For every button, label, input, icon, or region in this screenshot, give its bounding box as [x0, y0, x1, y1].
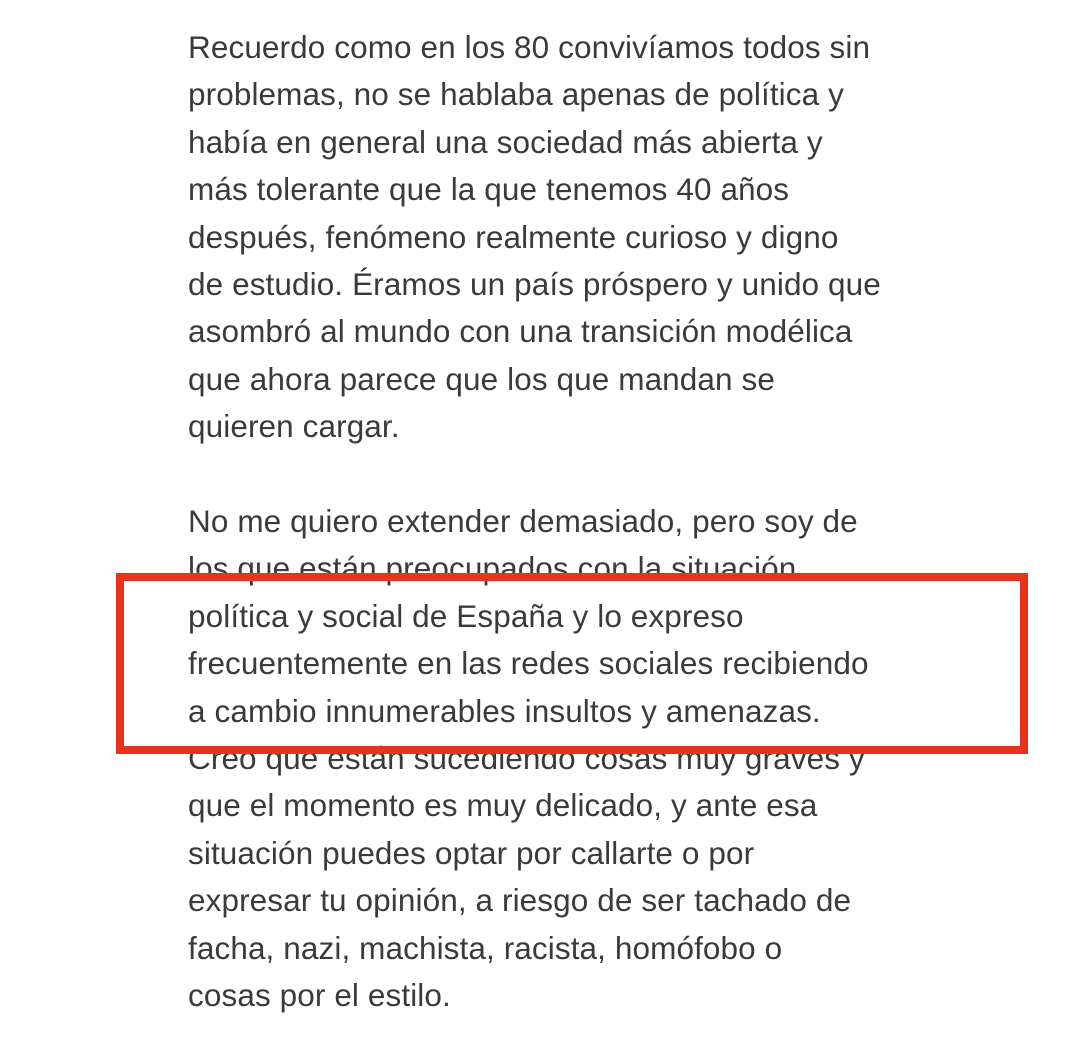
- text-line: asombró al mundo con una transición modélica: [188, 313, 853, 350]
- text-line: No me quiero extender demasiado, pero soy de: [188, 503, 858, 540]
- text-line: política y social de España y lo expreso: [188, 597, 744, 634]
- text-line: Recuerdo como en los 80 convivíamos todos sin: [188, 29, 871, 65]
- paragraph-1: [188, 24, 948, 451]
- paragraph-2: [188, 498, 948, 1019]
- text-line: expresar tu opinión, a riesgo de ser tachado de: [188, 882, 852, 919]
- paragraph-spacer: [188, 451, 948, 498]
- text-line: frecuentemente en las redes sociales recibiendo: [188, 645, 869, 682]
- text-line: situación puedes optar por callarte o por: [188, 834, 755, 871]
- text-line: que el momento es muy delicado, y ante esa: [188, 787, 818, 824]
- text-line: más tolerante que la que tenemos 40 años: [188, 171, 790, 208]
- text-line: quieren cargar.: [188, 408, 400, 445]
- text-line: facha, nazi, machista, racista, homófobo o: [188, 929, 783, 966]
- text-line: de estudio. Éramos un país próspero y unido que: [188, 266, 881, 303]
- text-line: Creo que están sucediendo cosas muy graves y: [188, 740, 865, 777]
- text-line: a cambio innumerables insultos y amenazas.: [188, 692, 821, 729]
- text-line: los que están preocupados con la situación: [188, 550, 797, 587]
- text-line: que ahora parece que los que mandan se: [188, 360, 775, 397]
- text-line: después, fenómeno realmente curioso y digno: [188, 218, 839, 255]
- text-line: había en general una sociedad más abierta y: [188, 123, 823, 160]
- text-line: problemas, no se hablaba apenas de política y: [188, 76, 844, 113]
- article-text: [188, 24, 948, 1020]
- text-line: cosas por el estilo.: [188, 977, 451, 1014]
